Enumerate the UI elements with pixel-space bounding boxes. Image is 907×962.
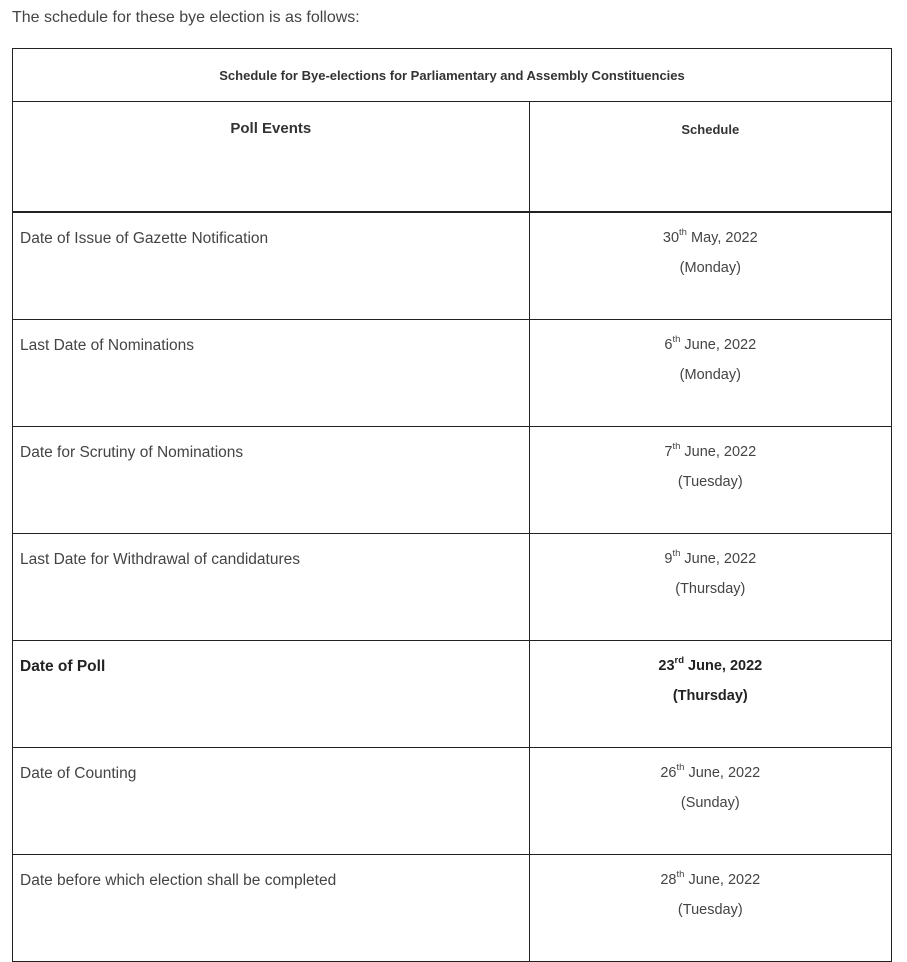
- event-label: Date of Counting: [13, 748, 530, 855]
- schedule-cell: [529, 534, 891, 641]
- schedule-cell: [529, 212, 891, 320]
- event-label: Last Date for Withdrawal of candidatures: [13, 534, 530, 641]
- event-label: Date of Issue of Gazette Notification: [13, 212, 530, 320]
- schedule-cell: [529, 855, 891, 962]
- date-text: 9th June, 2022: [664, 548, 757, 567]
- weekday-text: (Monday): [679, 260, 741, 276]
- event-label: Date of Poll: [13, 641, 530, 748]
- intro-text: The schedule for these bye election is as follows:: [12, 9, 360, 26]
- schedule-table: [12, 48, 892, 962]
- header-schedule: Schedule: [529, 102, 891, 213]
- schedule-cell: [529, 641, 891, 748]
- date-text: 7th June, 2022: [664, 441, 757, 460]
- schedule-cell: [529, 748, 891, 855]
- table-row: [13, 427, 892, 534]
- event-label: Date for Scrutiny of Nominations: [13, 427, 530, 534]
- table-row-poll-date: [13, 641, 892, 748]
- table-row: [13, 212, 892, 320]
- weekday-text: (Tuesday): [677, 902, 743, 918]
- table-row: [13, 748, 892, 855]
- table-title-row: [13, 49, 892, 102]
- table-title: Schedule for Bye-elections for Parliamentary and Assembly Constituencies: [13, 49, 892, 102]
- date-text: 26th June, 2022: [660, 762, 761, 781]
- table-row: [13, 855, 892, 962]
- weekday-text: (Sunday): [680, 795, 740, 811]
- event-label: Date before which election shall be completed: [13, 855, 530, 962]
- weekday-text: (Thursday): [672, 688, 748, 704]
- date-text: 6th June, 2022: [664, 334, 757, 353]
- schedule-cell: [529, 320, 891, 427]
- date-text: 30th May, 2022: [662, 227, 758, 246]
- weekday-text: (Thursday): [675, 581, 746, 597]
- table-header-row: [13, 102, 892, 213]
- weekday-text: (Monday): [679, 367, 741, 383]
- date-text: 23rd June, 2022: [658, 655, 763, 674]
- date-text: 28th June, 2022: [660, 869, 761, 888]
- event-label: Last Date of Nominations: [13, 320, 530, 427]
- table-row: [13, 320, 892, 427]
- weekday-text: (Tuesday): [677, 474, 743, 490]
- schedule-cell: [529, 427, 891, 534]
- table-row: [13, 534, 892, 641]
- header-poll-events: Poll Events: [13, 102, 530, 213]
